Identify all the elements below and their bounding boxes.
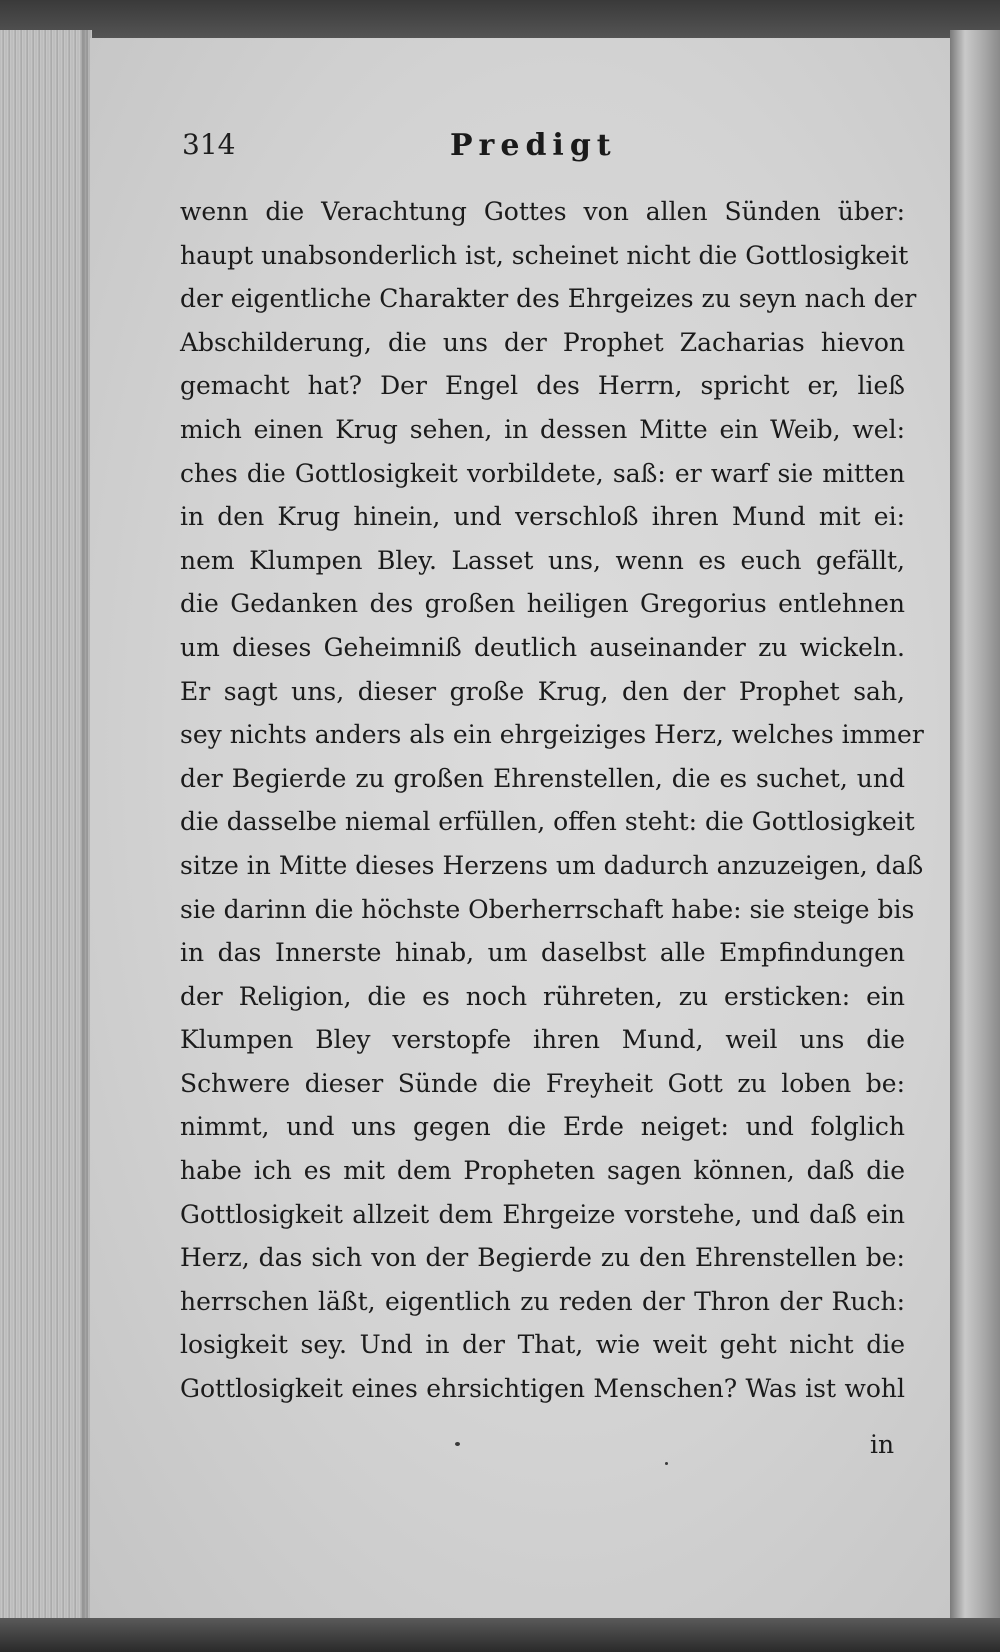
text-line: Herz, das sich von der Begierde zu den Ehrenstellen be: — [180, 1243, 905, 1273]
text-line: Abschilderung, die uns der Prophet Zacharias hievon — [180, 327, 905, 357]
text-line: in den Krug hinein, und verschloß ihren Mund mit ei: — [180, 502, 905, 532]
text-line: nem Klumpen Bley. Lasset uns, wenn es euch gefällt, — [180, 545, 905, 575]
ink-speck — [455, 1442, 460, 1446]
text-line: ches die Gottlosigkeit vorbildete, saß: er warf sie mitten — [180, 458, 905, 488]
text-line: um dieses Geheimniß deutlich auseinander zu wickeln. — [180, 632, 905, 662]
page-header — [90, 128, 950, 172]
text-line: der Religion, die es noch rühreten, zu ersticken: ein — [180, 981, 905, 1011]
ink-speck — [665, 1462, 668, 1465]
text-line: sie darinn die höchste Oberherrschaft habe: sie steige bis — [180, 894, 915, 924]
text-line: mich einen Krug sehen, in dessen Mitte ein Weib, wel: — [180, 414, 905, 444]
text-line: Er sagt uns, dieser große Krug, den der Prophet sah, — [180, 676, 905, 706]
text-line: nimmt, und uns gegen die Erde neiget: und folglich — [180, 1112, 905, 1142]
catchword: in — [870, 1430, 895, 1459]
text-line: sey nichts anders als ein ehrgeiziges Herz, welches immer — [180, 720, 924, 750]
text-line: der eigentliche Charakter des Ehrgeizes zu seyn nach der — [180, 284, 917, 314]
text-line: die Gedanken des großen heiligen Gregorius entlehnen — [180, 589, 905, 619]
text-line: sitze in Mitte dieses Herzens um dadurch anzuzeigen, daß — [180, 850, 924, 880]
scan-bottom-edge — [0, 1618, 1000, 1652]
text-line: habe ich es mit dem Propheten sagen können, daß die — [180, 1156, 905, 1186]
text-line: gemacht hat? Der Engel des Herrn, spricht er, ließ — [180, 371, 905, 401]
text-line: haupt unabsonderlich ist, scheinet nicht die Gottlosigkeit — [180, 240, 909, 270]
text-line: Klumpen Bley verstopfe ihren Mund, weil uns die — [180, 1025, 905, 1055]
running-head: Predigt — [450, 128, 617, 163]
text-line: der Begierde zu großen Ehrenstellen, die es suchet, und — [180, 763, 905, 793]
text-line: Gottlosigkeit allzeit dem Ehrgeize vorstehe, und daß ein — [180, 1199, 905, 1229]
text-line: die dasselbe niemal erfüllen, offen steht: die Gottlosigkeit — [180, 807, 915, 837]
page-stack-edges — [0, 30, 92, 1620]
text-line: Gottlosigkeit eines ehrsichtigen Menschen? Was ist wohl — [180, 1374, 905, 1404]
text-line: wenn die Verachtung Gottes von allen Sünden über: — [180, 197, 905, 226]
page-number: 314 — [182, 128, 236, 161]
text-line: in das Innerste hinab, um daselbst alle Empfindungen — [180, 938, 905, 968]
text-line: herrschen läßt, eigentlich zu reden der Thron der Ruch: — [180, 1286, 905, 1316]
body-text — [180, 190, 924, 1411]
text-line: losigkeit sey. Und in der That, wie weit geht nicht die — [180, 1330, 905, 1360]
book-binding-gutter — [950, 30, 1000, 1630]
text-line: Schwere dieser Sünde die Freyheit Gott zu loben be: — [180, 1068, 905, 1098]
scan-top-edge — [0, 0, 1000, 40]
